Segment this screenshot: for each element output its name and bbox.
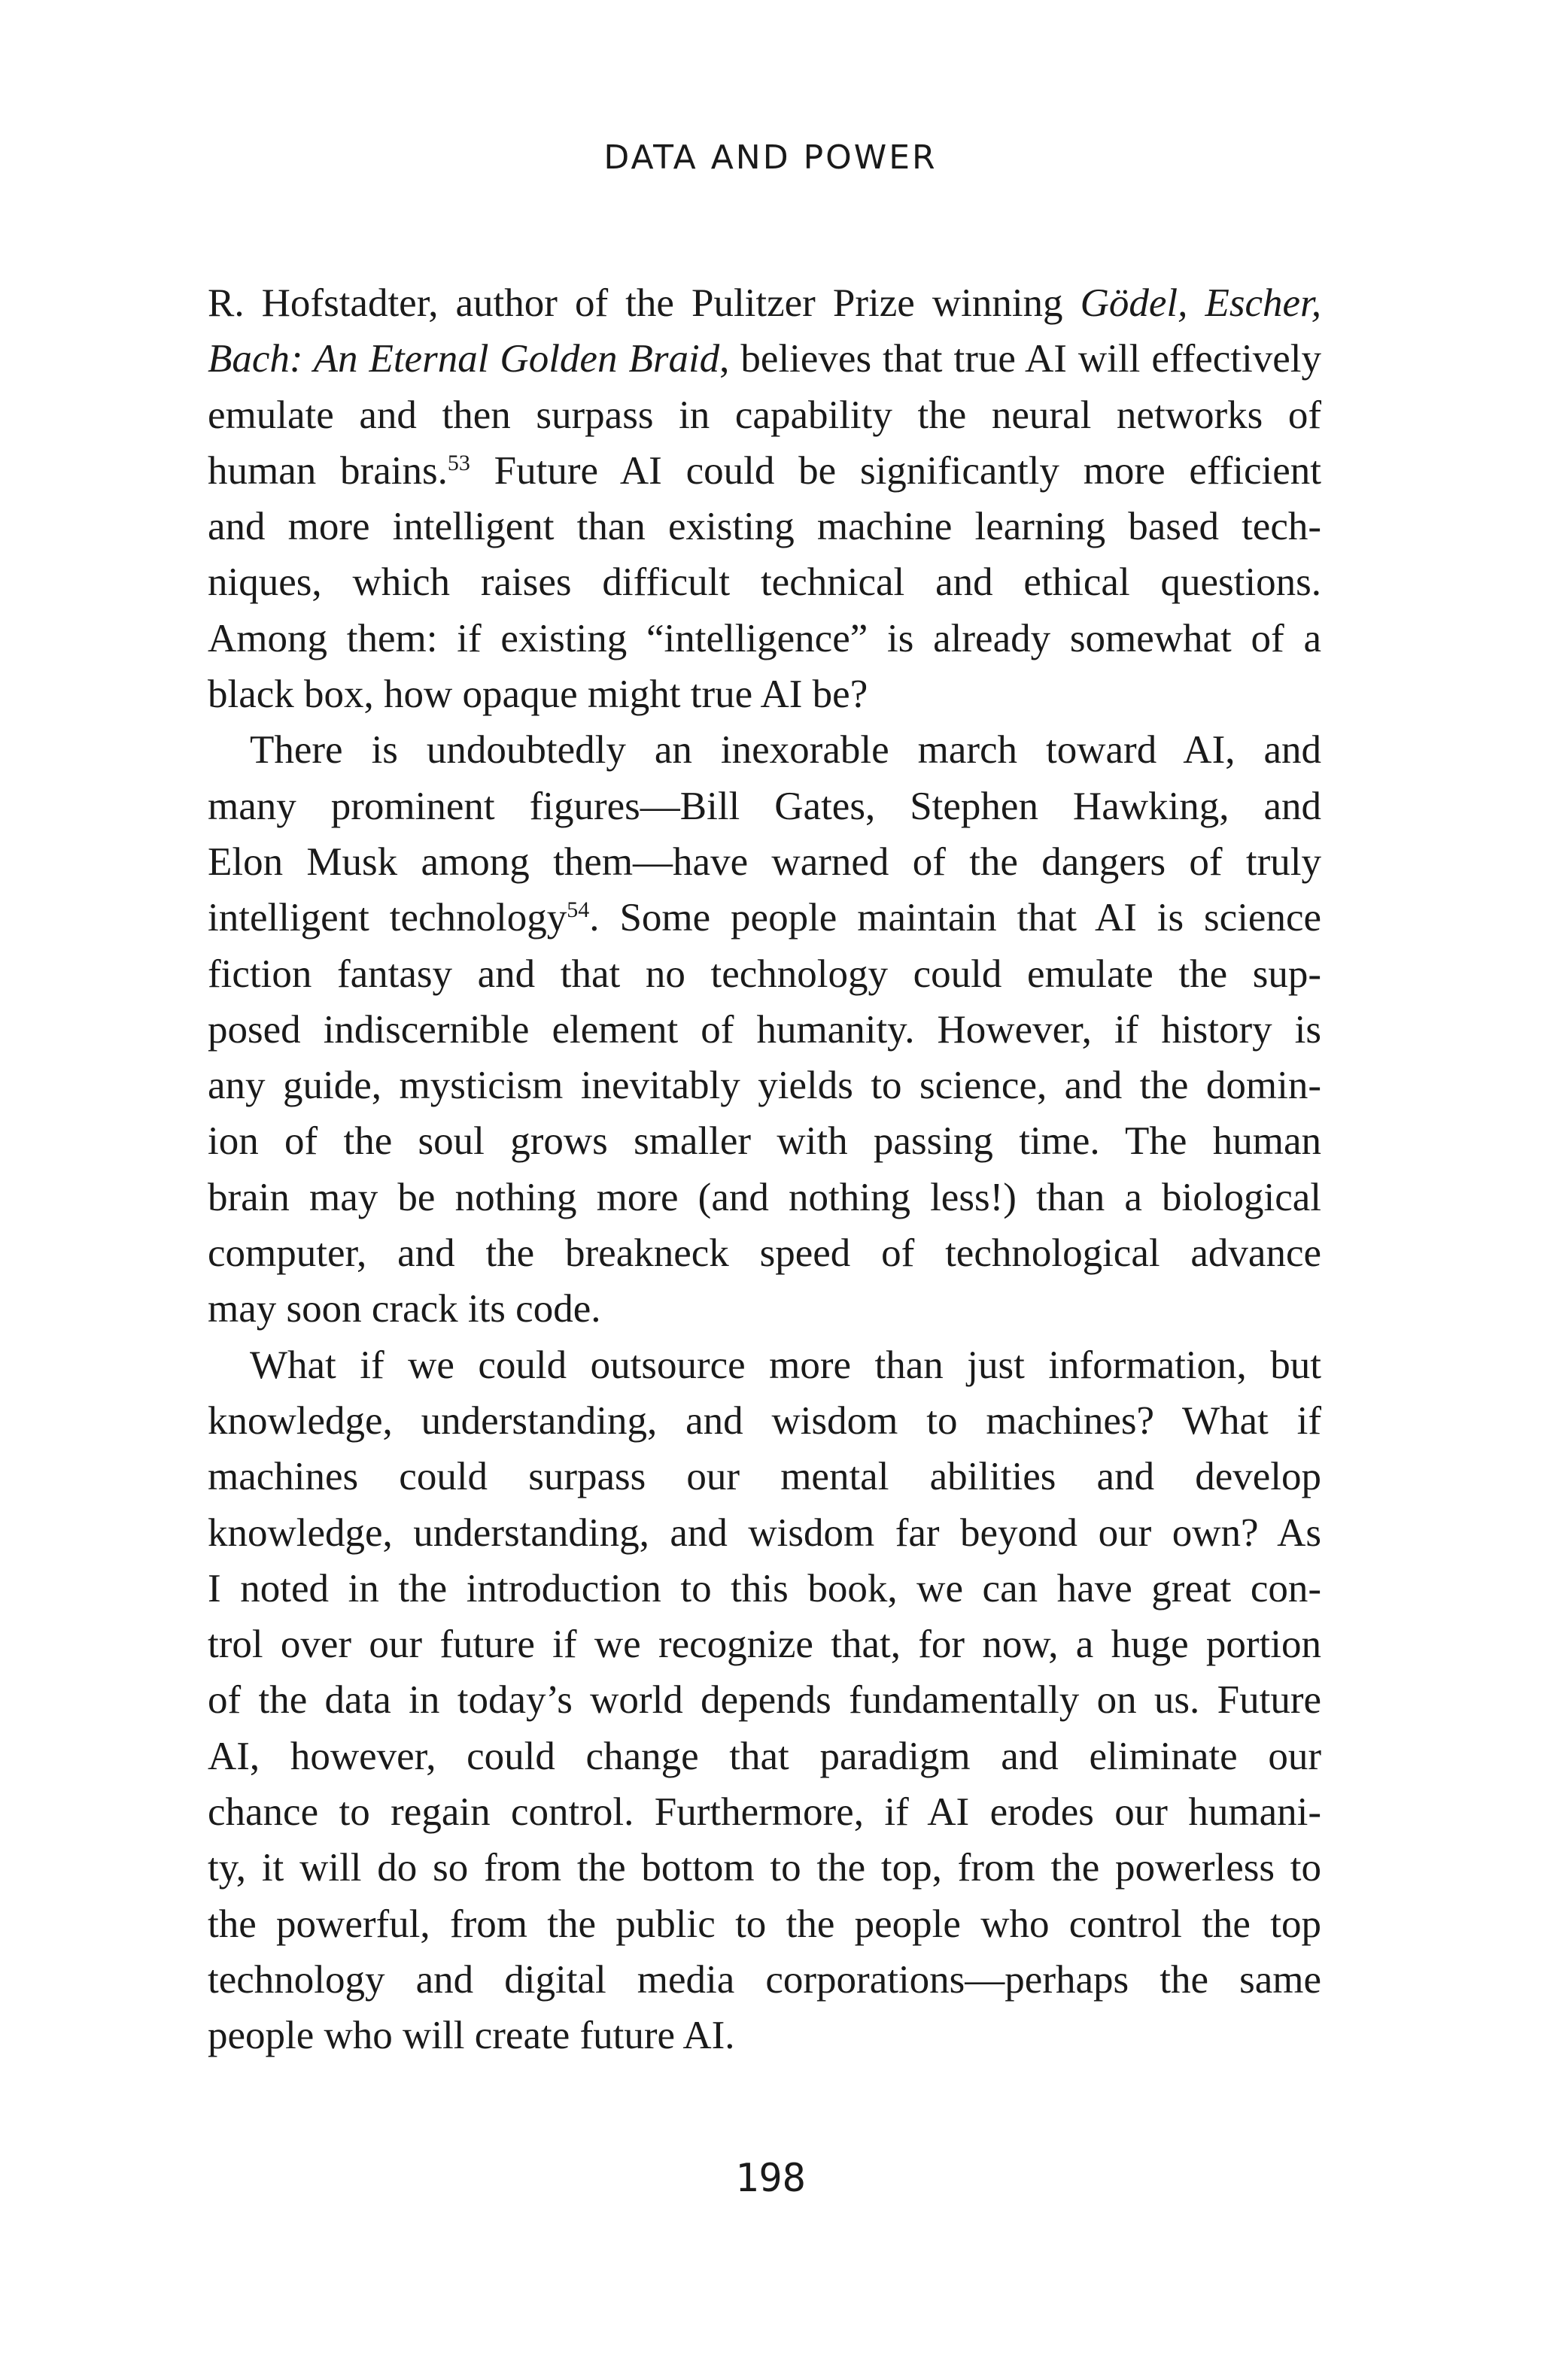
- page-number: 198: [735, 2156, 806, 2201]
- text-run: Among them: if existing “intelligence” is already somewhat of a: [208, 616, 1321, 660]
- text-run: , believes that true AI will effectively: [719, 337, 1321, 381]
- text-run: emulate and then surpass in capability the neural networks of: [208, 393, 1321, 437]
- paragraph: [208, 1337, 1321, 2064]
- text-line: [208, 387, 1321, 443]
- text-line: [208, 946, 1321, 1002]
- text-line: [208, 2008, 1321, 2063]
- body-text: [208, 275, 1321, 2064]
- text-run: Future AI could be significantly more efficient: [470, 448, 1321, 493]
- text-line: [208, 1784, 1321, 1840]
- text-run: There is undoubtedly an inexorable march toward AI, and: [250, 728, 1321, 773]
- text-run: . Some people maintain that AI is science: [589, 896, 1321, 940]
- text-run: Elon Musk among them—have warned of the dangers of truly: [208, 839, 1321, 884]
- text-run: ty, it will do so from the bottom to the top, from the powerless to: [208, 1846, 1321, 1890]
- text-run: may soon crack its code.: [208, 1287, 601, 1331]
- text-line: [208, 722, 1321, 778]
- text-run: knowledge, understanding, and wisdom far beyond our own? As: [208, 1510, 1321, 1555]
- text-line: [208, 834, 1321, 890]
- text-run: the powerful, from the public to the people who control the top: [208, 1902, 1321, 1946]
- text-run: ion of the soul grows smaller with passing time. The human: [208, 1119, 1321, 1164]
- text-run: knowledge, understanding, and wisdom to machines? What if: [208, 1398, 1321, 1443]
- text-run: intelligent technology: [208, 896, 567, 940]
- text-run: black box, how opaque might true AI be?: [208, 672, 868, 717]
- text-run: of the data in today’s world depends fundamentally on us. Future: [208, 1678, 1321, 1723]
- text-run: brain may be nothing more (and nothing less!) than a biological: [208, 1175, 1321, 1219]
- text-run: people who will create future AI.: [208, 2014, 735, 2058]
- text-run: technology and digital media corporations—perhaps the same: [208, 1957, 1321, 2002]
- text-run: AI, however, could change that paradigm and eliminate our: [208, 1734, 1321, 1778]
- text-line: [208, 1281, 1321, 1337]
- text-line: [208, 1002, 1321, 1058]
- text-line: [208, 1505, 1321, 1561]
- paragraph: [208, 722, 1321, 1337]
- text-line: [208, 499, 1321, 554]
- text-line: [208, 443, 1321, 499]
- text-line: [208, 890, 1321, 946]
- text-line: [208, 1896, 1321, 1952]
- footnote-ref[interactable]: 54: [567, 897, 590, 923]
- text-line: [208, 1393, 1321, 1449]
- footnote-ref[interactable]: 53: [447, 450, 470, 475]
- text-line: [208, 1225, 1321, 1281]
- paragraph: [208, 275, 1321, 722]
- text-line: [208, 779, 1321, 834]
- text-run: posed indiscernible element of humanity. However, if history is: [208, 1007, 1321, 1052]
- text-run: trol over our future if we recognize that, for now, a huge portion: [208, 1623, 1321, 1667]
- text-run: any guide, mysticism inevitably yields to science, and the domin-: [208, 1064, 1321, 1108]
- book-title: Gödel, Escher,: [1080, 281, 1321, 325]
- text-run: fiction fantasy and that no technology could emulate the sup-: [208, 952, 1321, 996]
- text-line: [208, 1058, 1321, 1113]
- text-run: niques, which raises difficult technical and ethical questions.: [208, 560, 1321, 605]
- text-run: I noted in the introduction to this book, we can have great con-: [208, 1566, 1321, 1610]
- text-run: human brains.: [208, 448, 448, 493]
- text-line: [208, 611, 1321, 666]
- book-title: Bach: An Eternal Golden Braid: [208, 337, 720, 381]
- text-line: [208, 554, 1321, 610]
- text-line: [208, 1113, 1321, 1169]
- text-line: [208, 1617, 1321, 1672]
- text-run: many prominent figures—Bill Gates, Stephen Hawking, and: [208, 784, 1321, 828]
- text-run: R. Hofstadter, author of the Pulitzer Prize winning: [208, 281, 1081, 325]
- text-line: [208, 331, 1321, 387]
- text-run: and more intelligent than existing machine learning based tech-: [208, 505, 1321, 549]
- text-line: [208, 1840, 1321, 1896]
- text-line: [208, 1672, 1321, 1728]
- text-line: [208, 1952, 1321, 2008]
- text-run: chance to regain control. Furthermore, if AI erodes our humani-: [208, 1790, 1321, 1835]
- text-line: [208, 1561, 1321, 1617]
- text-line: [208, 1170, 1321, 1225]
- text-line: [208, 1449, 1321, 1504]
- running-header: DATA AND POWER: [603, 138, 938, 177]
- text-line: [208, 666, 1321, 722]
- text-line: [208, 1729, 1321, 1784]
- text-line: [208, 1337, 1321, 1393]
- text-line: [208, 275, 1321, 331]
- text-run: What if we could outsource more than just information, but: [250, 1343, 1321, 1387]
- text-run: computer, and the breakneck speed of technological advance: [208, 1231, 1321, 1276]
- text-run: machines could surpass our mental abilities and develop: [208, 1455, 1321, 1499]
